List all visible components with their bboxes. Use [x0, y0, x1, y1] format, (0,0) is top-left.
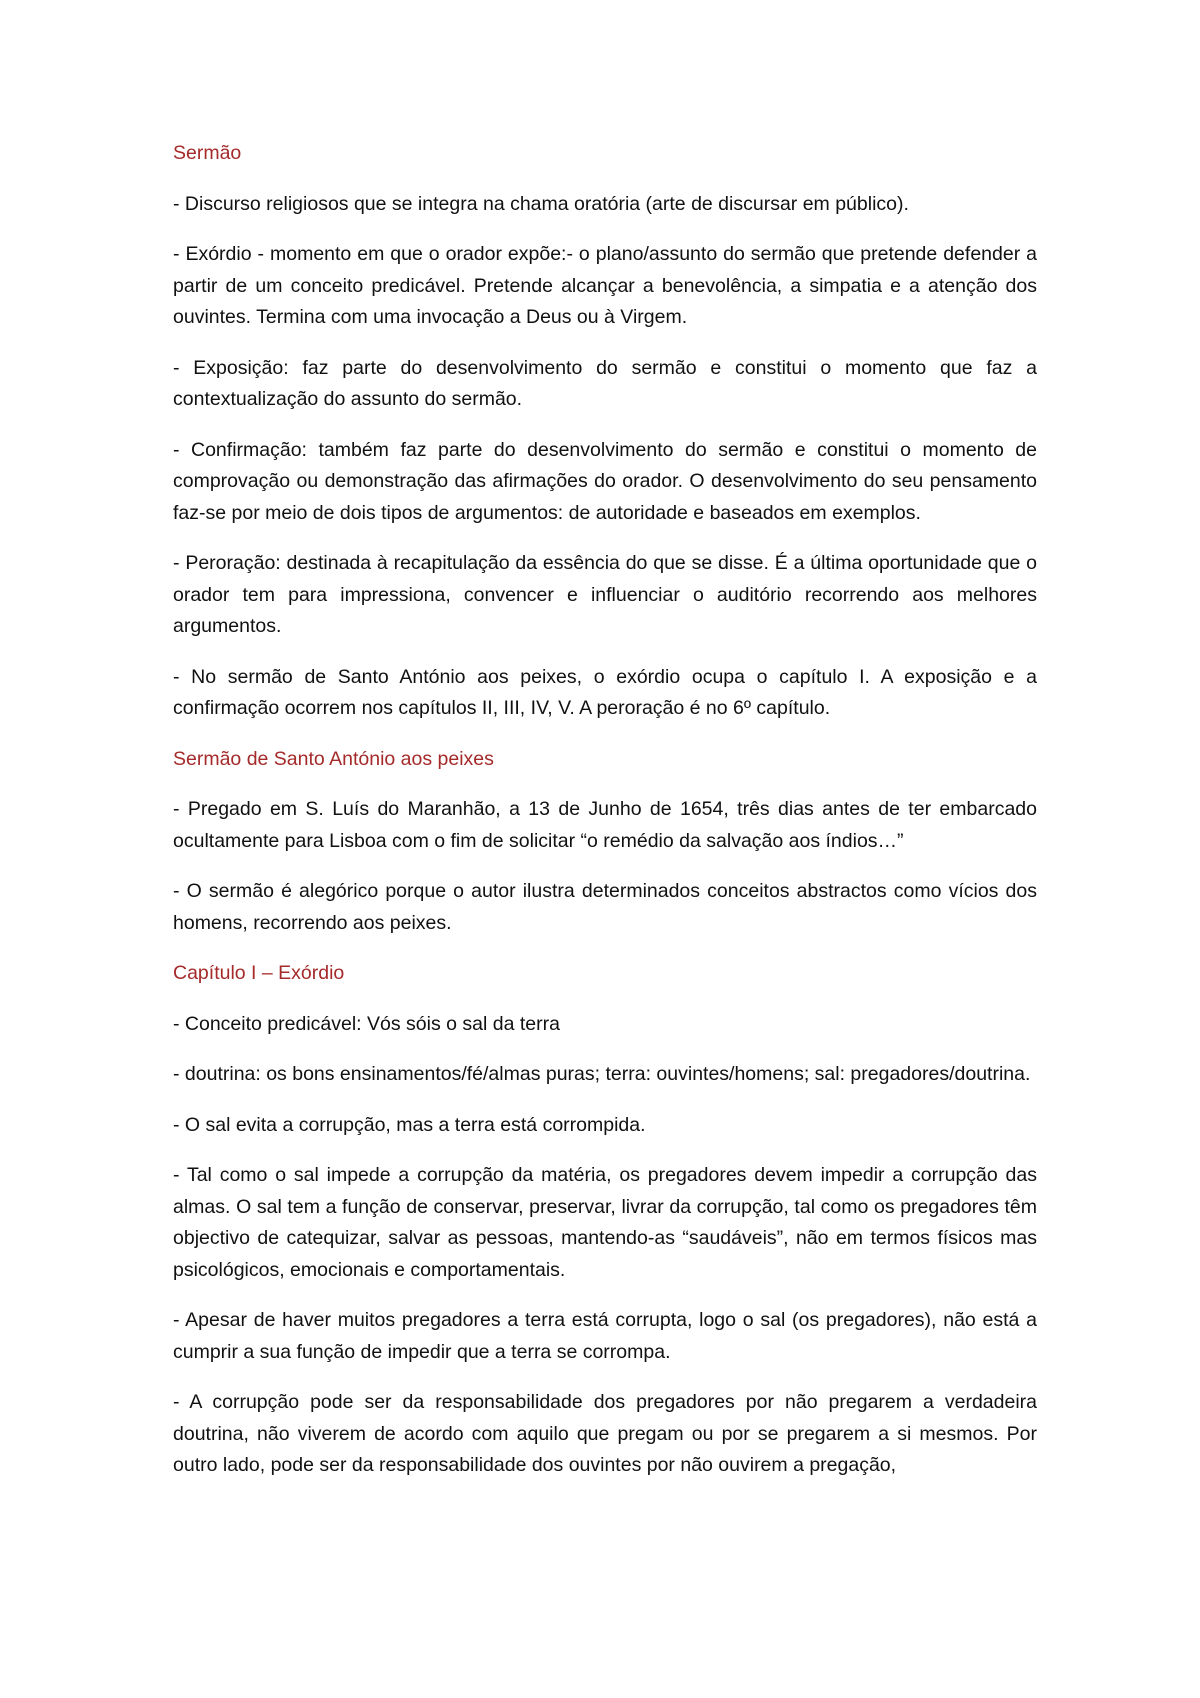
paragraph: - Confirmação: também faz parte do desenvolvimento do sermão e constitui o momento de comprovação ou demonstração das afirmações do orador. O desenvolvimento do seu pensamento faz-se por meio de dois tipos de argumentos: de autoridade e baseados em exemplos. — [173, 438, 1037, 524]
paragraph: - Conceito predicável: Vós sóis o sal da terra — [173, 1012, 560, 1035]
paragraph: - No sermão de Santo António aos peixes, o exórdio ocupa o capítulo I. A exposição e a confirmação ocorrem nos capítulos II, III, IV, V. A peroração é no 6º capítulo. — [173, 665, 1037, 719]
paragraph: - Exórdio - momento em que o orador expõe:- o plano/assunto do sermão que pretende defender a partir de um conceito predicável. Pretende alcançar a benevolência, a simpatia e a atenção dos ouvintes. Termina com uma invocação a Deus ou à Virgem. — [173, 243, 1037, 328]
section-heading-capitulo-1: Capítulo I – Exórdio — [173, 962, 345, 984]
paragraph: - Discurso religiosos que se integra na chama oratória (arte de discursar em público). — [173, 192, 909, 215]
paragraph: - O sermão é alegórico porque o autor ilustra determinados conceitos abstractos como vícios dos homens, recorrendo aos peixes. — [173, 880, 1037, 934]
section-heading-sermao-santo-antonio: Sermão de Santo António aos peixes — [173, 747, 494, 770]
paragraph: - Apesar de haver muitos pregadores a terra está corrupta, logo o sal (os pregadores), não está a cumprir a sua função de impedir que a terra se corrompa. — [173, 1309, 1037, 1363]
paragraph: - O sal evita a corrupção, mas a terra está corrompida. — [173, 1113, 646, 1136]
paragraph: - A corrupção pode ser da responsabilidade dos pregadores por não pregarem a verdadeira doutrina, não viverem de acordo com aquilo que pregam ou por se pregarem a si mesmos. Por outro lado, pode ser da responsabilidade dos ouvintes por não ouvirem a pregação, — [173, 1391, 1037, 1476]
paragraph: - Peroração: destinada à recapitulação da essência do que se disse. É a última oportunidade que o orador tem para impressiona, convencer e influenciar o auditório recorrendo aos melhores argumentos. — [173, 552, 1037, 637]
section-heading-sermao: Sermão — [173, 142, 242, 164]
document-page — [173, 138, 1037, 1482]
paragraph: - Exposição: faz parte do desenvolvimento do sermão e constitui o momento que faz a contextualização do assunto do sermão. — [173, 356, 1037, 410]
paragraph: - Tal como o sal impede a corrupção da matéria, os pregadores devem impedir a corrupção das almas. O sal tem a função de conservar, preservar, livrar da corrupção, tal como os pregadores têm objectivo de catequizar, salvar as pessoas, mantendo-as “saudáveis”, não em termos físicos mas psicológicos, emocionais e comportamentais. — [173, 1164, 1037, 1281]
paragraph: - doutrina: os bons ensinamentos/fé/almas puras; terra: ouvintes/homens; sal: pregadores/doutrina. — [173, 1063, 1031, 1085]
paragraph: - Pregado em S. Luís do Maranhão, a 13 de Junho de 1654, três dias antes de ter embarcado ocultamente para Lisboa com o fim de solicitar “o remédio da salvação aos índios…” — [173, 798, 1037, 852]
